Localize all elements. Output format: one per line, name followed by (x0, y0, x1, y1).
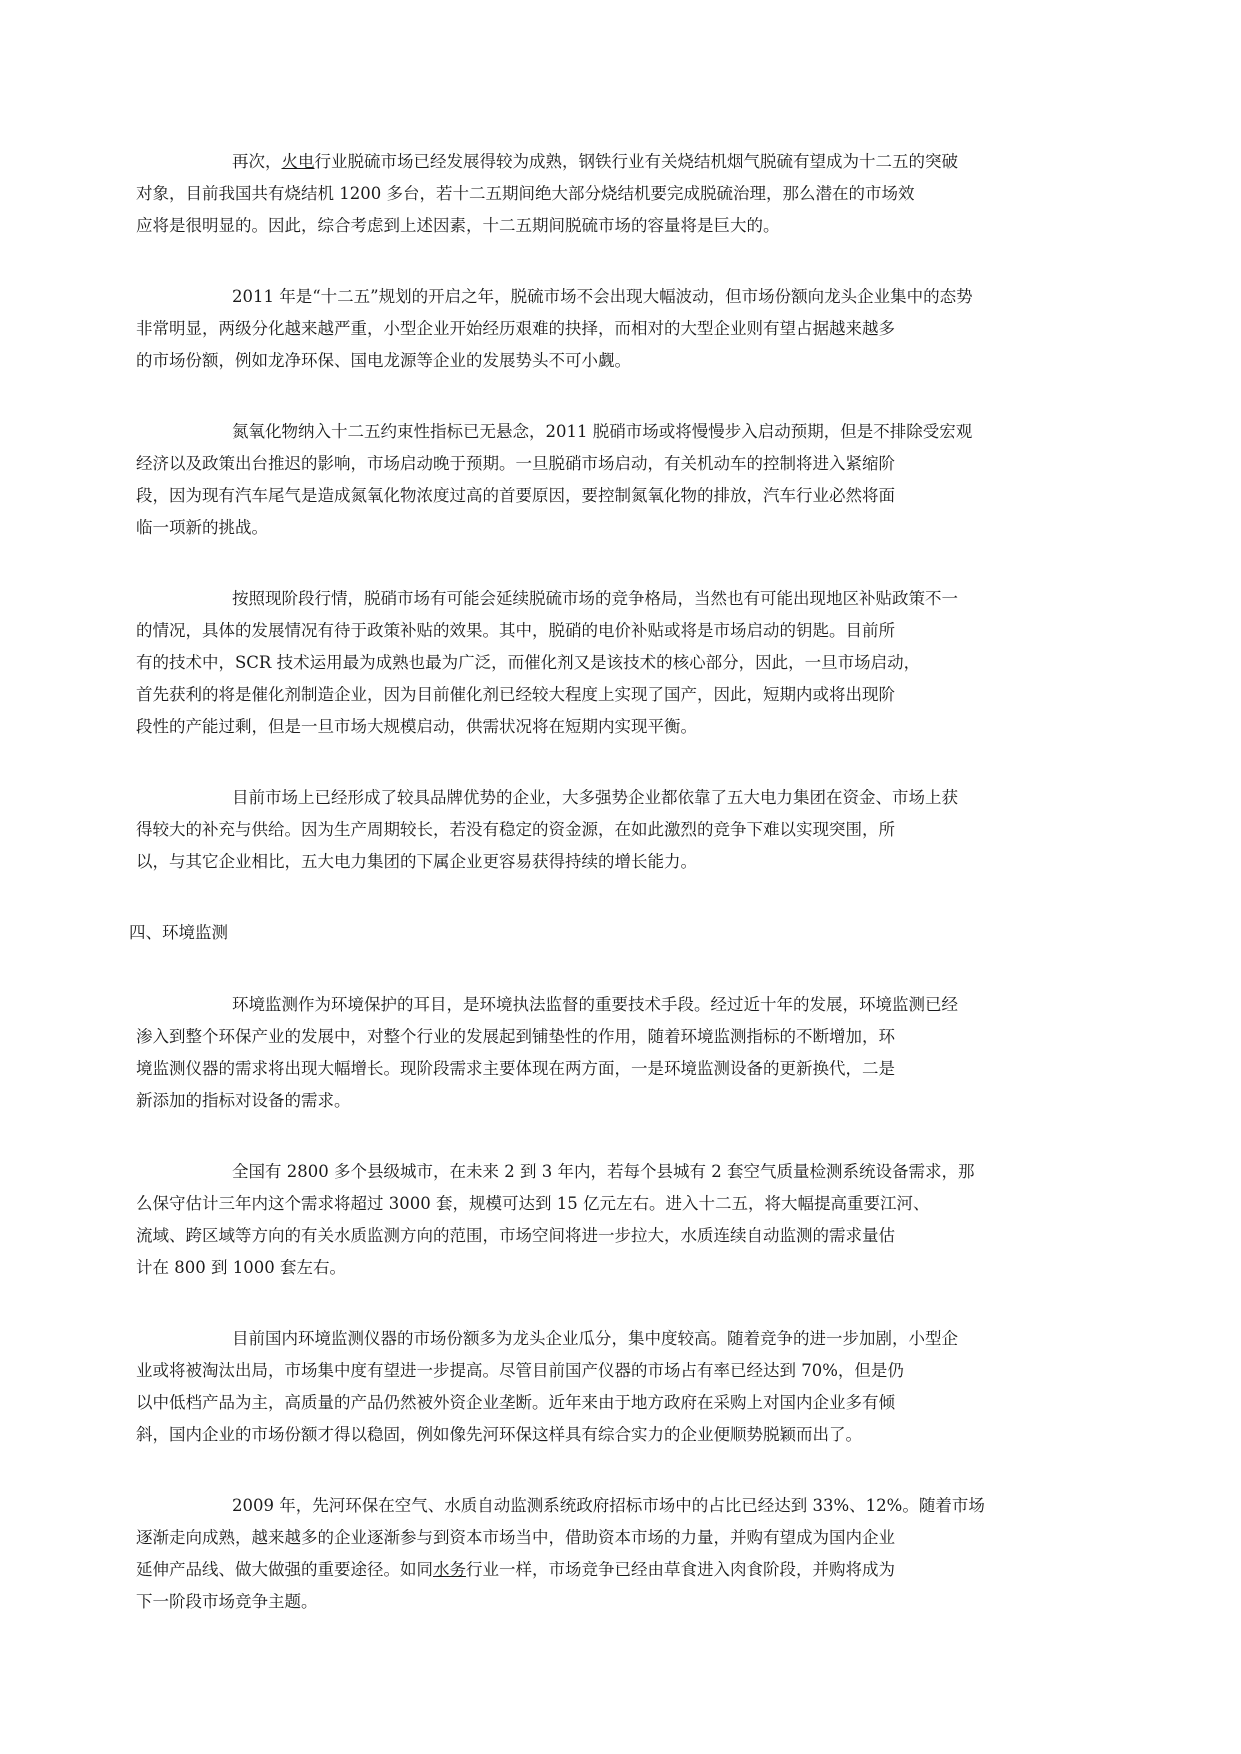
paragraph (136, 146, 1060, 242)
paragraph-line (136, 210, 1060, 242)
text-run: 业或将被淘汰出局，市场集中度有望进一步提高。尽管目前国产仪器的市场占有率已经达到 70%，但是仍 (136, 1361, 904, 1380)
paragraph (136, 1490, 1060, 1618)
text-run: 临一项新的挑战。 (136, 518, 268, 537)
text-run: 下一阶段市场竞争主题。 (136, 1592, 318, 1611)
section-desulfurization (136, 146, 1060, 878)
paragraph-line (136, 814, 1060, 846)
paragraph-line (136, 1021, 1060, 1053)
paragraph-line (136, 512, 1060, 544)
paragraph-line (136, 1522, 1060, 1554)
text-run: 首先获利的将是催化剂制造企业，因为目前催化剂已经较大程度上实现了国产，因此，短期内或将出现阶 (136, 685, 895, 704)
text-run: 有的技术中，SCR 技术运用最为成熟也最为广泛，而催化剂又是该技术的核心部分，因此，一旦市场启动， (136, 653, 921, 672)
paragraph-line (136, 1188, 1060, 1220)
text-run: 环境监测作为环境保护的耳目，是环境执法监督的重要技术手段。经过近十年的发展，环境监测已经 (232, 995, 958, 1014)
section-environment-monitoring (136, 989, 1060, 1618)
paragraph-line (136, 178, 1060, 210)
text-run: 全国有 2800 多个县级城市，在未来 2 到 3 年内，若每个县城有 2 套空气质量检测系统设备需求，那 (232, 1162, 975, 1181)
paragraph-line (136, 679, 1060, 711)
text-run: 么保守估计三年内这个需求将超过 3000 套，规模可达到 15 亿元左右。进入十二五，将大幅提高重要江河、 (136, 1194, 930, 1213)
paragraph (136, 989, 1060, 1117)
text-run: 段，因为现有汽车尾气是造成氮氧化物浓度过高的首要原因，要控制氮氧化物的排放，汽车行业必然将面 (136, 486, 895, 505)
paragraph (136, 416, 1060, 544)
paragraph-line (136, 146, 1060, 178)
paragraph-line (136, 782, 1060, 814)
paragraph-line (136, 846, 1060, 878)
paragraph-line (136, 1586, 1060, 1618)
document-page (129, 146, 1060, 1657)
text-run: 新添加的指标对设备的需求。 (136, 1091, 351, 1110)
text-run: 目前市场上已经形成了较具品牌优势的企业，大多强势企业都依靠了五大电力集团在资金、市场上获 (232, 788, 958, 807)
text-run: 按照现阶段行情，脱硝市场有可能会延续脱硫市场的竞争格局，当然也有可能出现地区补贴政策不一 (232, 589, 958, 608)
paragraph-line (136, 1355, 1060, 1387)
text-run: 氮氧化物纳入十二五约束性指标已无悬念，2011 脱硝市场或将慢慢步入启动预期，但是不排除受宏观 (232, 422, 973, 441)
paragraph-line (136, 615, 1060, 647)
paragraph-line (136, 1085, 1060, 1117)
text-run: 延伸产品线、做大做强的重要途径。如同 (136, 1560, 433, 1579)
paragraph-line (136, 1323, 1060, 1355)
paragraph-line (136, 281, 1060, 313)
text-run: 的市场份额，例如龙净环保、国电龙源等企业的发展势头不可小觑。 (136, 351, 631, 370)
text-run: 段性的产能过剩，但是一旦市场大规模启动，供需状况将在短期内实现平衡。 (136, 717, 697, 736)
section-heading: 四、环境监测 (129, 923, 228, 942)
text-run: 得较大的补充与供给。因为生产周期较长，若没有稳定的资金源，在如此激烈的竞争下难以实现突围，所 (136, 820, 895, 839)
text-run: 非常明显，两级分化越来越严重，小型企业开始经历艰难的抉择，而相对的大型企业则有望占据越来越多 (136, 319, 895, 338)
paragraph-line (136, 345, 1060, 377)
inline-link[interactable]: 水务 (433, 1560, 466, 1579)
paragraph (136, 583, 1060, 743)
paragraph (136, 1156, 1060, 1284)
paragraph-line (136, 1053, 1060, 1085)
paragraph-line (136, 448, 1060, 480)
text-run: 再次， (232, 152, 282, 171)
paragraph-line (136, 313, 1060, 345)
paragraph-line (136, 583, 1060, 615)
paragraph-line (136, 1387, 1060, 1419)
text-run: 斜，国内企业的市场份额才得以稳固，例如像先河环保这样具有综合实力的企业便顺势脱颖而出了。 (136, 1425, 862, 1444)
text-run: 逐渐走向成熟，越来越多的企业逐渐参与到资本市场当中，借助资本市场的力量，并购有望成为国内企业 (136, 1528, 895, 1547)
paragraph-line (136, 1220, 1060, 1252)
text-run: 计在 800 到 1000 套左右。 (136, 1258, 346, 1277)
paragraph-line (136, 1156, 1060, 1188)
paragraph (136, 782, 1060, 878)
paragraph-line (136, 1554, 1060, 1586)
text-run: 渗入到整个环保产业的发展中，对整个行业的发展起到铺垫性的作用，随着环境监测指标的不断增加，环 (136, 1027, 895, 1046)
paragraph-line (136, 1490, 1060, 1522)
text-run: 以中低档产品为主，高质量的产品仍然被外资企业垄断。近年来由于地方政府在采购上对国内企业多有倾 (136, 1393, 895, 1412)
text-run: 2009 年，先河环保在空气、水质自动监测系统政府招标市场中的占比已经达到 33%、12%。随着市场 (232, 1496, 985, 1515)
paragraph-line (136, 416, 1060, 448)
paragraph-line (136, 711, 1060, 743)
text-run: 2011 年是“十二五”规划的开启之年，脱硫市场不会出现大幅波动，但市场份额向龙头企业集中的态势 (232, 287, 973, 306)
text-run: 行业脱硫市场已经发展得较为成熟，钢铁行业有关烧结机烟气脱硫有望成为十二五的突破 (314, 152, 958, 171)
paragraph-line (136, 989, 1060, 1021)
paragraph (136, 281, 1060, 377)
text-run: 应将是很明显的。因此，综合考虑到上述因素，十二五期间脱硫市场的容量将是巨大的。 (136, 216, 780, 235)
paragraph-line (136, 647, 1060, 679)
inline-link[interactable]: 火电 (281, 152, 315, 171)
text-run: 对象，目前我国共有烧结机 1200 多台，若十二五期间绝大部分烧结机要完成脱硫治理，那么潜在的市场效 (136, 184, 915, 203)
paragraph-line (136, 480, 1060, 512)
paragraph-line (136, 1252, 1060, 1284)
paragraph (136, 1323, 1060, 1451)
text-run: 以，与其它企业相比，五大电力集团的下属企业更容易获得持续的增长能力。 (136, 852, 697, 871)
text-run: 行业一样，市场竞争已经由草食进入肉食阶段，并购将成为 (466, 1560, 895, 1579)
paragraph-line (136, 1419, 1060, 1451)
text-run: 目前国内环境监测仪器的市场份额多为龙头企业瓜分，集中度较高。随着竞争的进一步加剧，小型企 (232, 1329, 958, 1348)
text-run: 流域、跨区域等方向的有关水质监测方向的范围，市场空间将进一步拉大，水质连续自动监测的需求量估 (136, 1226, 895, 1245)
text-run: 经济以及政策出台推迟的影响，市场启动晚于预期。一旦脱硝市场启动，有关机动车的控制将进入紧缩阶 (136, 454, 895, 473)
text-run: 境监测仪器的需求将出现大幅增长。现阶段需求主要体现在两方面，一是环境监测设备的更新换代，二是 (136, 1059, 895, 1078)
text-run: 的情况，具体的发展情况有待于政策补贴的效果。其中，脱硝的电价补贴或将是市场启动的钥匙。目前所 (136, 621, 895, 640)
